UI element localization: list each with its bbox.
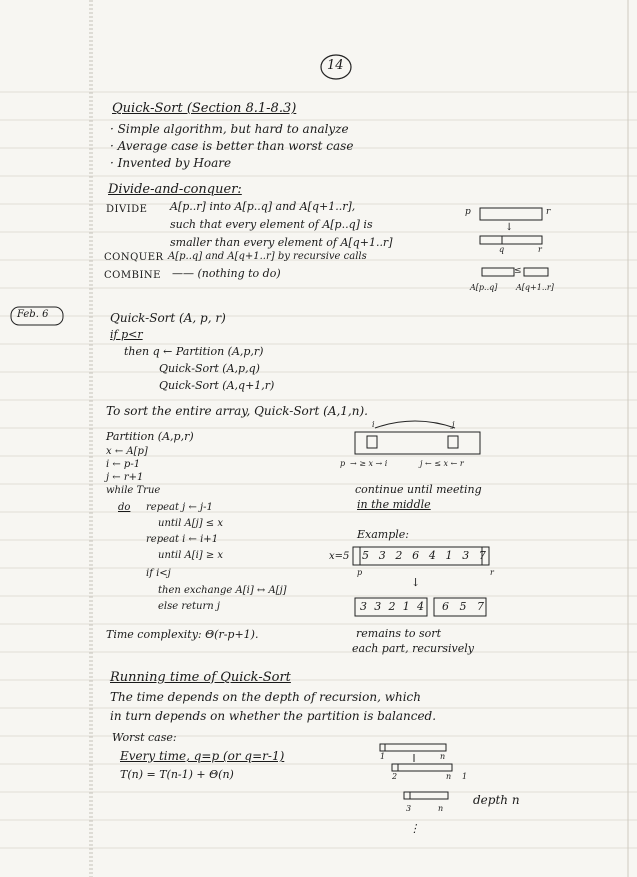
- qs-line-5: Quick-Sort (A,q+1,r): [159, 379, 275, 392]
- divide-line-2: such that every element of A[p..q] is: [170, 218, 373, 231]
- wc-dots: ⋮: [409, 822, 420, 835]
- scan-left-arrow: → ≥ x → i: [350, 459, 388, 468]
- qs-line-3: then q ← Partition (A,p,r): [124, 345, 264, 358]
- partition-line-4: j ← r+1: [106, 472, 144, 483]
- left-value: 1: [402, 600, 410, 613]
- bullet-3: · Invented by Hoare: [110, 156, 232, 170]
- example-value: 5: [362, 549, 369, 562]
- partition-else: else return j: [158, 601, 221, 612]
- example-x: x=5: [329, 551, 350, 562]
- fig-le: ≤: [514, 266, 522, 276]
- continue-line-1: continue until meeting: [355, 483, 482, 496]
- combine-label: COMBINE: [104, 270, 161, 281]
- partition-line-2: x ← A[p]: [106, 446, 148, 457]
- time-complexity: Time complexity: Θ(r-p+1).: [106, 628, 259, 641]
- example-r: r: [490, 568, 494, 577]
- qs-line-1: Quick-Sort (A, p, r): [110, 311, 226, 325]
- divide-line-3: smaller than every element of A[q+1..r]: [170, 236, 393, 249]
- example-value: 3: [462, 549, 470, 562]
- partition-repeat-2: repeat i ← i+1: [146, 534, 219, 545]
- fig-r: r: [546, 207, 551, 217]
- wc-n3: n: [438, 804, 444, 813]
- example-value: 1: [445, 549, 453, 562]
- divide-line-1: A[p..r] into A[p..q] and A[q+1..r],: [170, 200, 356, 213]
- partition-do: do: [118, 502, 131, 513]
- page-number: 14: [327, 58, 344, 73]
- example-arrow: ↓: [411, 576, 421, 589]
- left-value: 3: [360, 600, 367, 613]
- scan-j: j: [452, 420, 455, 429]
- qs-line-2: if p<r: [110, 328, 143, 341]
- partition-line-5: while True: [106, 485, 161, 496]
- wc-l2: 2: [392, 772, 398, 781]
- right-value: 5: [459, 600, 467, 613]
- conquer-text: A[p..q] and A[q+1..r] by recursive calls: [168, 251, 367, 262]
- bullet-1: · Simple algorithm, but hard to analyze: [110, 122, 349, 136]
- left-value: 4: [417, 600, 424, 613]
- fig-q: q: [499, 245, 505, 254]
- continue-line-2: in the middle: [357, 498, 431, 511]
- example-value: 3: [378, 549, 386, 562]
- fig-right: A[q+1..r]: [516, 283, 554, 292]
- partition-until-1: until A[j] ≤ x: [158, 518, 223, 529]
- example-left-values: [360, 600, 424, 613]
- wc-l1: 1: [380, 752, 386, 761]
- partition-then: then exchange A[i] ↔ A[j]: [158, 585, 287, 596]
- wc-n1: n: [440, 752, 446, 761]
- recurrence: T(n) = T(n-1) + Θ(n): [120, 768, 234, 781]
- right-value: 7: [477, 600, 484, 613]
- partition-until-2: until A[i] ≥ x: [158, 550, 224, 561]
- fig-r2: r: [538, 245, 542, 254]
- dc-heading: Divide-and-conquer:: [108, 182, 242, 197]
- left-value: 3: [374, 600, 382, 613]
- running-heading: Running time of Quick-Sort: [110, 670, 291, 685]
- scan-p: p: [340, 459, 346, 468]
- partition-if: if i<j: [146, 568, 171, 579]
- running-line-2: in turn depends on whether the partition is balanced.: [110, 709, 437, 723]
- combine-text: —— (nothing to do): [172, 267, 281, 280]
- depth-n: depth n: [473, 793, 520, 807]
- example-values: [362, 549, 486, 562]
- fig-left: A[p..q]: [470, 283, 498, 292]
- wc-n2b: 1: [462, 772, 468, 781]
- scan-i: i: [372, 420, 375, 429]
- example-label: Example:: [357, 528, 409, 541]
- wc-n2: n: [446, 772, 452, 781]
- scan-right-arrow: j ← ≤ x ← r: [420, 459, 464, 468]
- qs-line-4: Quick-Sort (A,p,q): [159, 362, 260, 375]
- example-p: p: [357, 568, 363, 577]
- conquer-label: CONQUER: [104, 252, 164, 263]
- wc-l3: 3: [406, 804, 412, 813]
- fig-arrow: ↓: [505, 222, 514, 233]
- left-value: 2: [388, 600, 396, 613]
- right-value: 6: [442, 600, 449, 613]
- example-value: 4: [428, 549, 436, 562]
- running-line-1: The time depends on the depth of recursion, which: [110, 690, 421, 704]
- date: Feb. 6: [17, 309, 49, 320]
- partition-line-1: Partition (A,p,r): [106, 430, 194, 443]
- remains-line-2: each part, recursively: [352, 642, 474, 655]
- example-value: 7: [478, 549, 486, 562]
- every-time: Every time, q=p (or q=r-1): [120, 749, 285, 763]
- partition-repeat-1: repeat j ← j-1: [146, 502, 213, 513]
- title: Quick-Sort (Section 8.1-8.3): [112, 101, 297, 116]
- remains-line-1: remains to sort: [356, 627, 441, 640]
- partition-line-3: i ← p-1: [106, 459, 141, 470]
- fig-p: p: [465, 207, 471, 217]
- bullet-2: · Average case is better than worst case: [110, 139, 354, 153]
- example-value: 6: [412, 549, 420, 562]
- divide-label: DIVIDE: [106, 204, 148, 215]
- worst-case: Worst case:: [112, 731, 177, 744]
- example-right-values: [442, 600, 484, 613]
- sort-entire: To sort the entire array, Quick-Sort (A,1,n).: [106, 404, 368, 418]
- example-value: 2: [395, 549, 403, 562]
